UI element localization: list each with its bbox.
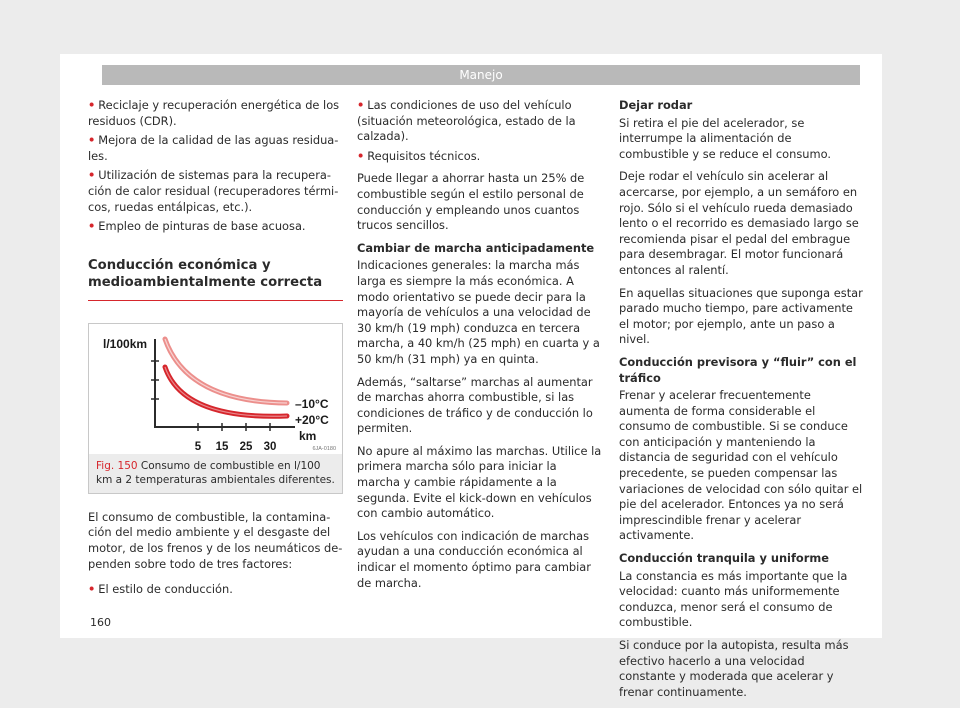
column-2	[357, 98, 602, 598]
list-item: • Empleo de pinturas de base acuosa.	[88, 219, 306, 234]
bullet-icon: •	[357, 98, 365, 112]
paragraph: El consumo de combustible, la contaminación del medio ambiente y el desgaste del motor, de los frenos y de los neumáticos dependen sobre todo de tres factores:	[88, 509, 343, 571]
paragraph: Si retira el pie del acelerador, se interrumpe la alimentación de combustible y se reduce el consumo.	[619, 115, 831, 161]
legend-label-minus10: –10°C	[295, 396, 329, 411]
subheading: Dejar rodar	[619, 98, 693, 112]
subheading: Conducción previsora y “fluir” con el tráfico	[619, 354, 857, 385]
section-heading: Conducción económica y medioambientalmente correcta	[88, 257, 343, 301]
list-item: • Las condiciones de uso del vehículo (situación meteorológica, estado de la calzada).	[357, 98, 576, 144]
paragraph: Los vehículos con indicación de marchas ayudan a una conducción económica al indicar el momento óptimo para cambiar de marcha.	[357, 528, 591, 590]
paragraph: Si conduce por la autopista, resulta más efectivo hacerlo a una velocidad constante y moderada que acelerar y frenar continuamente.	[619, 638, 849, 699]
bullet-icon: •	[88, 133, 96, 148]
list-item: • Utilización de sistemas para la recuperación de calor residual (recuperadores térmicos, ruedas entálpicas, etc.).	[88, 168, 339, 214]
paragraph: La constancia es más importante que la velocidad: cuanto más uniformemente conduzca, menor será el consumo de combustible.	[619, 568, 848, 630]
paragraph: Deje rodar el vehículo sin acelerar al acercarse, por ejemplo, a un semáforo en rojo. Sólo si el vehículo rueda demasiado lento o el recorrido es demasiado largo se recomienda pisar el pedal del embrague para desembragar. El motor funcionará entonces al ralentí.	[619, 169, 859, 277]
list-item: • El estilo de conducción.	[88, 582, 233, 597]
figure-number: Fig. 150	[96, 459, 138, 472]
caption-text: Consumo de combustible en l/100 km a 2 temperaturas ambientales diferentes.	[96, 459, 335, 486]
y-axis-label: l/100km	[103, 336, 148, 351]
figure-code: 6JA-0180	[312, 445, 336, 452]
bullet-icon: •	[88, 168, 96, 183]
page-number: 160	[90, 616, 111, 629]
figure	[88, 323, 343, 494]
subheading: Cambiar de marcha anticipadamente	[357, 240, 595, 255]
paragraph: Indicaciones generales: la marcha más larga es siempre la más económica. A modo orientativo se puede decir para la mayoría de vehículos a una velocidad de 30 km/h (19 mph) conduzca en tercera marcha, a 40 km/h (25 mph) en cuarta y a 50 km/h (31 mph) ya en quinta.	[357, 258, 600, 366]
list-item: • Mejora de la calidad de las aguas residuales.	[88, 133, 339, 163]
bullet-icon: •	[88, 98, 96, 112]
column-1	[88, 98, 343, 602]
paragraph: Puede llegar a ahorrar hasta un 25% de combustible según el estilo personal de conducción y empleando unos cuantos trucos sencillos.	[357, 171, 585, 233]
x-tick-label: 30	[263, 440, 277, 453]
bullet-icon: •	[88, 219, 96, 234]
x-axis-label: km	[299, 428, 317, 443]
legend-label-plus20: +20°C	[295, 412, 329, 427]
subheading: Conducción tranquila y uniforme	[619, 551, 829, 566]
column-3	[619, 98, 864, 707]
figure-caption	[89, 454, 342, 493]
paragraph: Frenar y acelerar frecuentemente aumenta de forma considerable el consumo de combustible. Si se conduce con anticipación y manteniendo la distancia de seguridad con el vehículo precedente, se pueden compensar las variaciones de velocidad con sólo quitar el pie del acelerador. Entonces ya no será imprescindible frenar y acelerar activamente.	[619, 388, 863, 543]
x-tick-label: 25	[239, 440, 253, 453]
x-tick-label: 15	[215, 440, 229, 453]
list-item: • Reciclaje y recuperación energética de los residuos (CDR).	[88, 98, 340, 128]
paragraph: En aquellas situaciones que suponga estar parado mucho tiempo, pare activamente el motor; por ejemplo, ante un paso a nivel.	[619, 285, 863, 347]
bullet-icon: •	[88, 582, 96, 597]
x-tick-label: 5	[194, 440, 202, 453]
list-item: • Requisitos técnicos.	[357, 148, 481, 163]
bullet-icon: •	[357, 148, 365, 163]
paragraph: No apure al máximo las marchas. Utilice la primera marcha sólo para iniciar la marcha y cambie rápidamente a la segunda. Evite el kick-down en vehículos con cambio automático.	[357, 443, 602, 521]
paragraph: Además, “saltarse” marchas al aumentar de marchas ahorra combustible, si las condiciones de tráfico y de conducción lo permiten.	[357, 374, 593, 436]
chapter-header: Manejo	[102, 65, 860, 85]
fuel-consumption-chart	[89, 324, 342, 454]
